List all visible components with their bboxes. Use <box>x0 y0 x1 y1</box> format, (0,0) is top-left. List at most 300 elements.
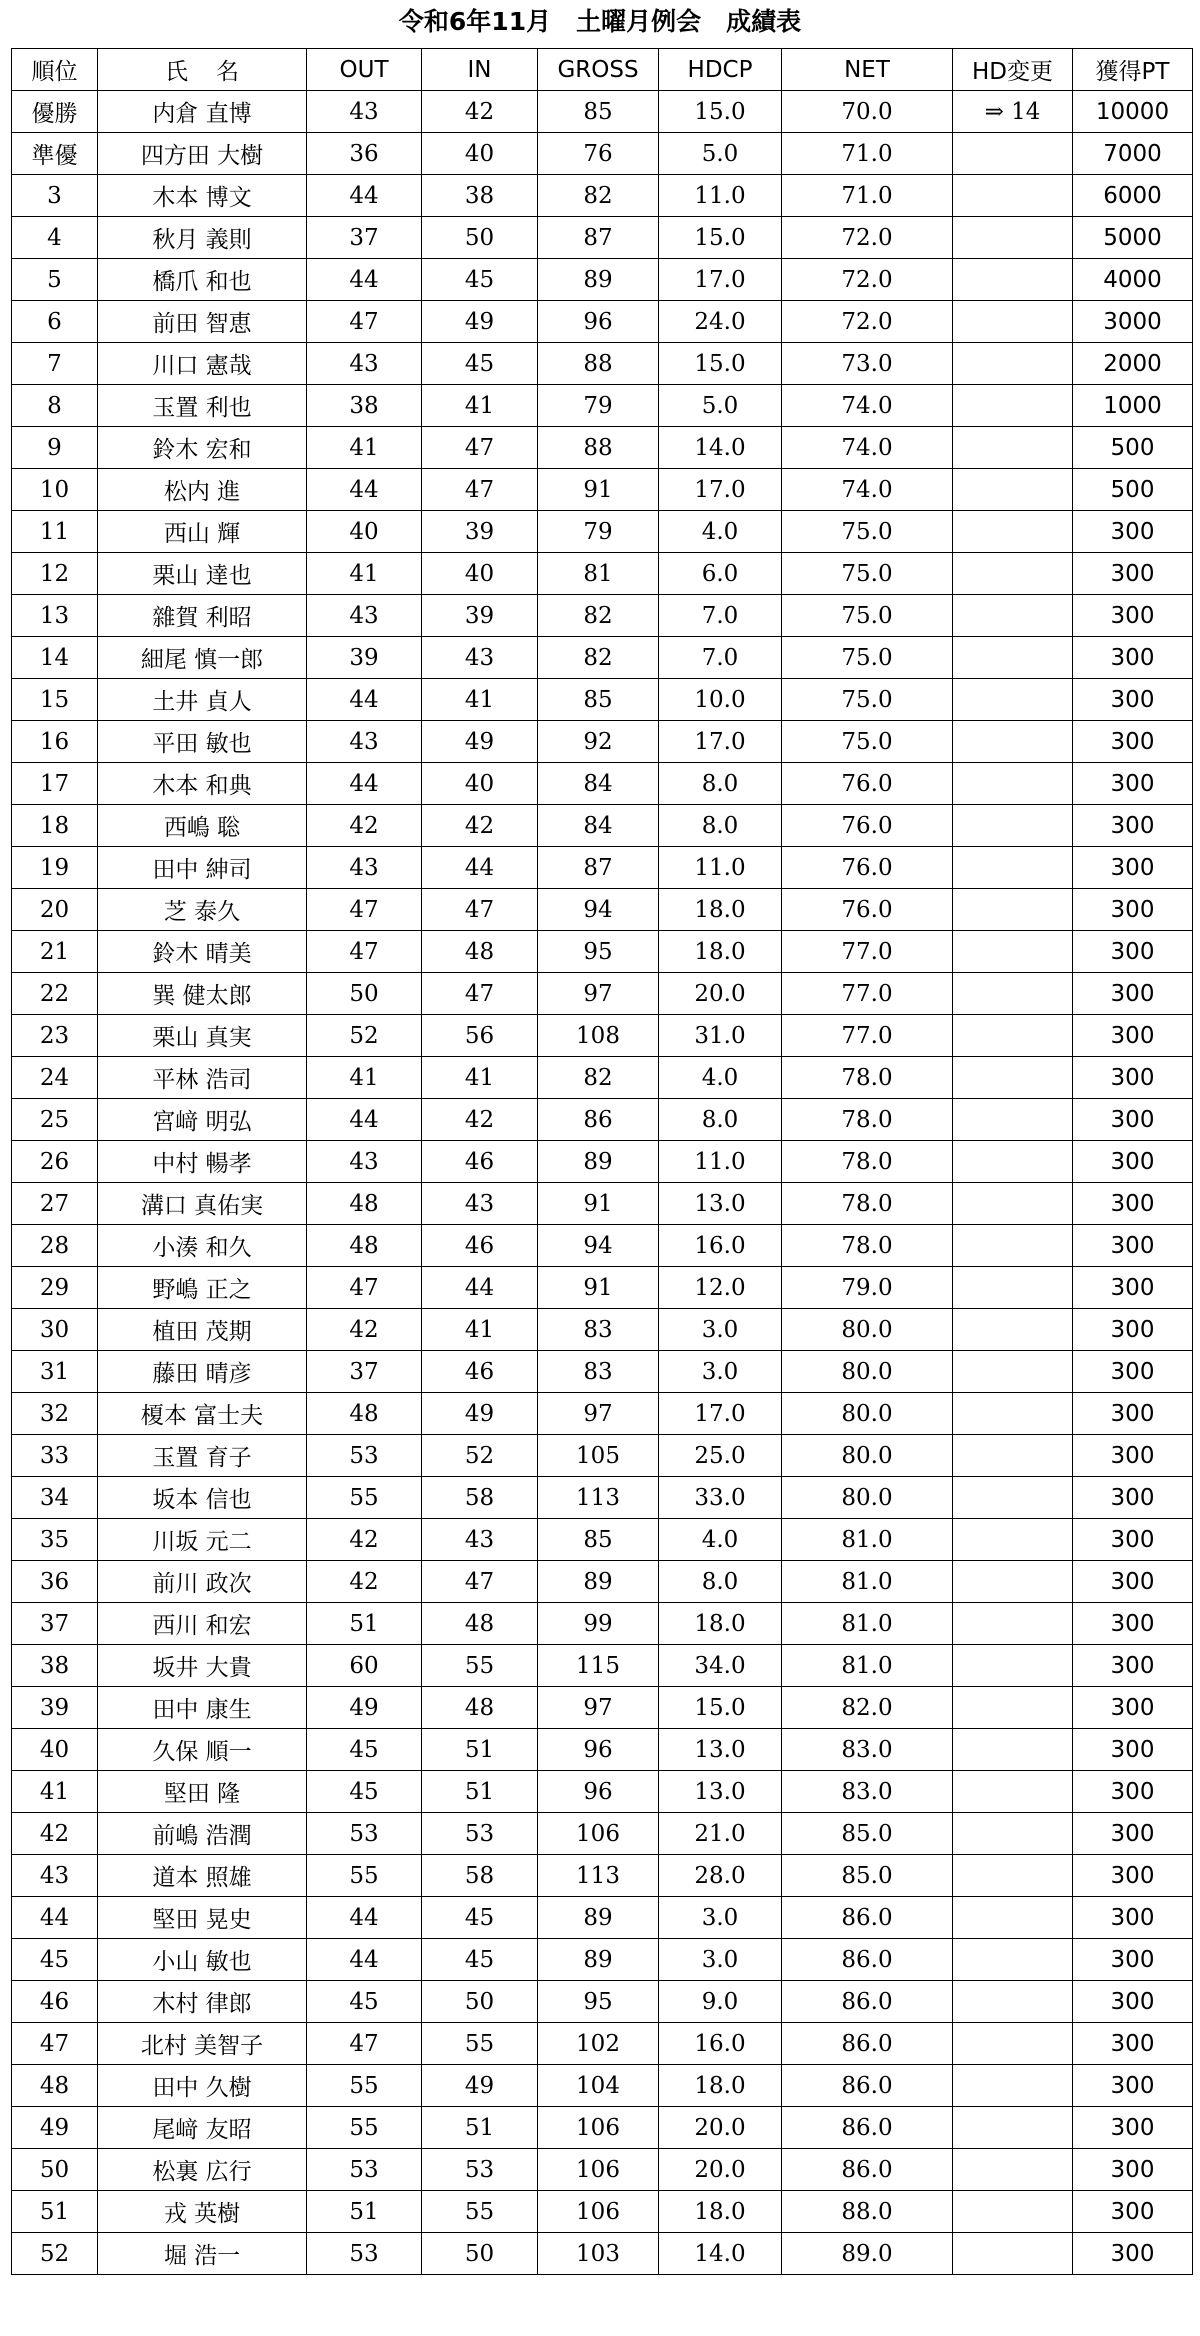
cell-name: 木村 律郎 <box>98 1981 307 2023</box>
cell-name: 前田 智恵 <box>98 301 307 343</box>
cell-name: 野嶋 正之 <box>98 1267 307 1309</box>
cell-gross: 89 <box>538 1141 659 1183</box>
cell-in: 47 <box>422 469 538 511</box>
cell-in: 48 <box>422 1603 538 1645</box>
cell-net: 86.0 <box>782 2107 953 2149</box>
cell-in: 49 <box>422 301 538 343</box>
cell-hdcp: 17.0 <box>659 721 782 763</box>
cell-hdcp: 7.0 <box>659 637 782 679</box>
cell-hdcp: 12.0 <box>659 1267 782 1309</box>
cell-gross: 106 <box>538 2191 659 2233</box>
cell-net: 70.0 <box>782 91 953 133</box>
table-row <box>12 595 1193 637</box>
cell-rank: 31 <box>12 1351 98 1393</box>
cell-hdcp: 16.0 <box>659 1225 782 1267</box>
table-row <box>12 679 1193 721</box>
cell-name: 西川 和宏 <box>98 1603 307 1645</box>
cell-in: 56 <box>422 1015 538 1057</box>
cell-in: 43 <box>422 1183 538 1225</box>
cell-out: 53 <box>307 2233 422 2275</box>
cell-name: 田中 紳司 <box>98 847 307 889</box>
cell-in: 49 <box>422 721 538 763</box>
cell-rank: 29 <box>12 1267 98 1309</box>
cell-points: 300 <box>1073 1855 1193 1897</box>
cell-name: 植田 茂期 <box>98 1309 307 1351</box>
cell-points: 300 <box>1073 1141 1193 1183</box>
cell-points: 5000 <box>1073 217 1193 259</box>
cell-net: 80.0 <box>782 1351 953 1393</box>
cell-hdcp: 9.0 <box>659 1981 782 2023</box>
cell-hd-change <box>953 2191 1073 2233</box>
table-row <box>12 1813 1193 1855</box>
cell-gross: 84 <box>538 763 659 805</box>
cell-name: 細尾 慎一郎 <box>98 637 307 679</box>
cell-hdcp: 17.0 <box>659 1393 782 1435</box>
cell-points: 300 <box>1073 973 1193 1015</box>
cell-net: 83.0 <box>782 1771 953 1813</box>
cell-name: 平林 浩司 <box>98 1057 307 1099</box>
cell-rank: 37 <box>12 1603 98 1645</box>
cell-rank: 43 <box>12 1855 98 1897</box>
cell-points: 3000 <box>1073 301 1193 343</box>
cell-rank: 26 <box>12 1141 98 1183</box>
cell-points: 300 <box>1073 1939 1193 1981</box>
cell-hd-change <box>953 1141 1073 1183</box>
cell-net: 80.0 <box>782 1309 953 1351</box>
cell-hd-change <box>953 259 1073 301</box>
cell-rank: 準優 <box>12 133 98 175</box>
cell-name: 玉置 育子 <box>98 1435 307 1477</box>
cell-hd-change <box>953 1435 1073 1477</box>
cell-name: 道本 照雄 <box>98 1855 307 1897</box>
cell-in: 46 <box>422 1141 538 1183</box>
cell-rank: 18 <box>12 805 98 847</box>
cell-hd-change <box>953 1477 1073 1519</box>
cell-in: 51 <box>422 1729 538 1771</box>
cell-hdcp: 5.0 <box>659 385 782 427</box>
cell-hd-change <box>953 1645 1073 1687</box>
cell-points: 300 <box>1073 1645 1193 1687</box>
cell-out: 45 <box>307 1729 422 1771</box>
cell-hdcp: 15.0 <box>659 91 782 133</box>
cell-net: 75.0 <box>782 553 953 595</box>
cell-points: 300 <box>1073 679 1193 721</box>
cell-points: 1000 <box>1073 385 1193 427</box>
cell-name: 堀 浩一 <box>98 2233 307 2275</box>
cell-gross: 97 <box>538 1687 659 1729</box>
cell-gross: 96 <box>538 1771 659 1813</box>
cell-gross: 81 <box>538 553 659 595</box>
cell-gross: 96 <box>538 1729 659 1771</box>
table-row <box>12 1897 1193 1939</box>
cell-name: 川坂 元二 <box>98 1519 307 1561</box>
cell-hdcp: 13.0 <box>659 1183 782 1225</box>
cell-out: 48 <box>307 1183 422 1225</box>
cell-hd-change <box>953 2023 1073 2065</box>
cell-net: 78.0 <box>782 1057 953 1099</box>
cell-rank: 50 <box>12 2149 98 2191</box>
cell-points: 300 <box>1073 553 1193 595</box>
cell-in: 55 <box>422 2191 538 2233</box>
cell-hdcp: 13.0 <box>659 1771 782 1813</box>
cell-name: 芝 泰久 <box>98 889 307 931</box>
cell-gross: 83 <box>538 1309 659 1351</box>
cell-net: 77.0 <box>782 1015 953 1057</box>
cell-net: 74.0 <box>782 469 953 511</box>
cell-gross: 95 <box>538 931 659 973</box>
cell-hdcp: 8.0 <box>659 763 782 805</box>
table-row <box>12 175 1193 217</box>
cell-points: 300 <box>1073 1687 1193 1729</box>
cell-in: 53 <box>422 2149 538 2191</box>
cell-name: 内倉 直博 <box>98 91 307 133</box>
cell-hdcp: 20.0 <box>659 2107 782 2149</box>
cell-hdcp: 20.0 <box>659 973 782 1015</box>
cell-hdcp: 3.0 <box>659 1309 782 1351</box>
cell-hd-change <box>953 1729 1073 1771</box>
cell-points: 300 <box>1073 1351 1193 1393</box>
table-row <box>12 1057 1193 1099</box>
cell-hd-change <box>953 1309 1073 1351</box>
cell-out: 50 <box>307 973 422 1015</box>
cell-gross: 102 <box>538 2023 659 2065</box>
cell-in: 51 <box>422 2107 538 2149</box>
cell-out: 47 <box>307 2023 422 2065</box>
cell-in: 46 <box>422 1351 538 1393</box>
cell-hd-change <box>953 595 1073 637</box>
cell-rank: 17 <box>12 763 98 805</box>
cell-hd-change <box>953 721 1073 763</box>
cell-out: 51 <box>307 2191 422 2233</box>
cell-rank: 5 <box>12 259 98 301</box>
table-row <box>12 91 1193 133</box>
cell-rank: 28 <box>12 1225 98 1267</box>
cell-net: 78.0 <box>782 1225 953 1267</box>
cell-name: 小山 敏也 <box>98 1939 307 1981</box>
cell-hd-change <box>953 217 1073 259</box>
cell-points: 6000 <box>1073 175 1193 217</box>
cell-gross: 83 <box>538 1351 659 1393</box>
table-row <box>12 1309 1193 1351</box>
cell-gross: 113 <box>538 1477 659 1519</box>
cell-points: 4000 <box>1073 259 1193 301</box>
cell-gross: 96 <box>538 301 659 343</box>
cell-rank: 42 <box>12 1813 98 1855</box>
cell-name: 橋爪 和也 <box>98 259 307 301</box>
cell-hdcp: 21.0 <box>659 1813 782 1855</box>
cell-hdcp: 11.0 <box>659 847 782 889</box>
cell-hdcp: 15.0 <box>659 1687 782 1729</box>
cell-in: 45 <box>422 1939 538 1981</box>
cell-hd-change <box>953 427 1073 469</box>
cell-name: 田中 康生 <box>98 1687 307 1729</box>
cell-net: 72.0 <box>782 217 953 259</box>
cell-out: 51 <box>307 1603 422 1645</box>
cell-hd-change <box>953 2233 1073 2275</box>
cell-points: 300 <box>1073 763 1193 805</box>
table-row <box>12 1603 1193 1645</box>
table-row <box>12 847 1193 889</box>
cell-rank: 27 <box>12 1183 98 1225</box>
cell-hdcp: 10.0 <box>659 679 782 721</box>
cell-net: 77.0 <box>782 931 953 973</box>
cell-out: 55 <box>307 2107 422 2149</box>
header-points: 獲得PT <box>1073 49 1193 91</box>
cell-gross: 87 <box>538 217 659 259</box>
cell-out: 43 <box>307 91 422 133</box>
table-row <box>12 133 1193 175</box>
cell-points: 300 <box>1073 2023 1193 2065</box>
cell-out: 44 <box>307 259 422 301</box>
table-row <box>12 637 1193 679</box>
cell-gross: 82 <box>538 175 659 217</box>
cell-in: 40 <box>422 763 538 805</box>
table-row <box>12 2107 1193 2149</box>
header-in: IN <box>422 49 538 91</box>
cell-out: 55 <box>307 1477 422 1519</box>
cell-hd-change <box>953 2065 1073 2107</box>
cell-hd-change <box>953 1855 1073 1897</box>
cell-name: 木本 博文 <box>98 175 307 217</box>
cell-name: 堅田 隆 <box>98 1771 307 1813</box>
cell-net: 80.0 <box>782 1477 953 1519</box>
cell-rank: 6 <box>12 301 98 343</box>
cell-name: 平田 敏也 <box>98 721 307 763</box>
cell-hd-change <box>953 1939 1073 1981</box>
cell-points: 300 <box>1073 2065 1193 2107</box>
header-out: OUT <box>307 49 422 91</box>
cell-hd-change <box>953 847 1073 889</box>
cell-gross: 82 <box>538 595 659 637</box>
table-row <box>12 511 1193 553</box>
cell-net: 89.0 <box>782 2233 953 2275</box>
cell-hd-change <box>953 2149 1073 2191</box>
table-row <box>12 301 1193 343</box>
cell-points: 300 <box>1073 1813 1193 1855</box>
cell-points: 300 <box>1073 1519 1193 1561</box>
cell-in: 43 <box>422 637 538 679</box>
cell-hd-change <box>953 511 1073 553</box>
cell-out: 44 <box>307 1897 422 1939</box>
cell-rank: 47 <box>12 2023 98 2065</box>
cell-gross: 76 <box>538 133 659 175</box>
cell-net: 86.0 <box>782 2065 953 2107</box>
cell-points: 300 <box>1073 1057 1193 1099</box>
cell-name: 西嶋 聡 <box>98 805 307 847</box>
table-row <box>12 889 1193 931</box>
cell-net: 83.0 <box>782 1729 953 1771</box>
cell-out: 42 <box>307 1561 422 1603</box>
cell-rank: 51 <box>12 2191 98 2233</box>
cell-name: 土井 貞人 <box>98 679 307 721</box>
cell-hd-change <box>953 1099 1073 1141</box>
cell-hdcp: 4.0 <box>659 511 782 553</box>
cell-in: 48 <box>422 1687 538 1729</box>
cell-hdcp: 3.0 <box>659 1897 782 1939</box>
cell-gross: 87 <box>538 847 659 889</box>
cell-points: 2000 <box>1073 343 1193 385</box>
cell-rank: 19 <box>12 847 98 889</box>
cell-hd-change <box>953 133 1073 175</box>
cell-out: 37 <box>307 217 422 259</box>
cell-gross: 84 <box>538 805 659 847</box>
cell-net: 86.0 <box>782 1897 953 1939</box>
table-row <box>12 1645 1193 1687</box>
cell-rank: 20 <box>12 889 98 931</box>
cell-gross: 79 <box>538 511 659 553</box>
cell-in: 46 <box>422 1225 538 1267</box>
cell-hd-change <box>953 1225 1073 1267</box>
cell-net: 78.0 <box>782 1099 953 1141</box>
cell-net: 82.0 <box>782 1687 953 1729</box>
cell-out: 55 <box>307 1855 422 1897</box>
cell-points: 300 <box>1073 889 1193 931</box>
cell-hdcp: 34.0 <box>659 1645 782 1687</box>
header-hd-change: HD変更 <box>953 49 1073 91</box>
cell-in: 45 <box>422 1897 538 1939</box>
results-table <box>11 48 1193 2275</box>
table-row <box>12 1267 1193 1309</box>
cell-rank: 48 <box>12 2065 98 2107</box>
cell-name: 小湊 和久 <box>98 1225 307 1267</box>
cell-name: 西山 輝 <box>98 511 307 553</box>
cell-name: 川口 憲哉 <box>98 343 307 385</box>
cell-gross: 97 <box>538 1393 659 1435</box>
cell-in: 39 <box>422 511 538 553</box>
table-row <box>12 1015 1193 1057</box>
table-row <box>12 1855 1193 1897</box>
cell-hdcp: 6.0 <box>659 553 782 595</box>
header-net: NET <box>782 49 953 91</box>
cell-hdcp: 5.0 <box>659 133 782 175</box>
cell-points: 300 <box>1073 1477 1193 1519</box>
cell-name: 前嶋 浩潤 <box>98 1813 307 1855</box>
table-row <box>12 343 1193 385</box>
cell-gross: 85 <box>538 679 659 721</box>
cell-name: 戎 英樹 <box>98 2191 307 2233</box>
header-hdcp: HDCP <box>659 49 782 91</box>
cell-rank: 45 <box>12 1939 98 1981</box>
cell-in: 41 <box>422 385 538 427</box>
cell-rank: 30 <box>12 1309 98 1351</box>
cell-points: 300 <box>1073 805 1193 847</box>
cell-hd-change <box>953 553 1073 595</box>
cell-hd-change <box>953 385 1073 427</box>
cell-out: 49 <box>307 1687 422 1729</box>
cell-out: 41 <box>307 427 422 469</box>
cell-in: 38 <box>422 175 538 217</box>
cell-name: 坂井 大貴 <box>98 1645 307 1687</box>
cell-points: 300 <box>1073 1897 1193 1939</box>
cell-hd-change <box>953 805 1073 847</box>
cell-net: 75.0 <box>782 679 953 721</box>
cell-hdcp: 3.0 <box>659 1351 782 1393</box>
cell-rank: 13 <box>12 595 98 637</box>
cell-points: 300 <box>1073 595 1193 637</box>
cell-out: 47 <box>307 889 422 931</box>
cell-hdcp: 8.0 <box>659 1099 782 1141</box>
cell-hdcp: 31.0 <box>659 1015 782 1057</box>
cell-gross: 92 <box>538 721 659 763</box>
cell-gross: 79 <box>538 385 659 427</box>
cell-in: 41 <box>422 679 538 721</box>
cell-points: 300 <box>1073 2191 1193 2233</box>
cell-net: 71.0 <box>782 133 953 175</box>
cell-hd-change <box>953 973 1073 1015</box>
cell-gross: 99 <box>538 1603 659 1645</box>
cell-out: 44 <box>307 1939 422 1981</box>
cell-gross: 103 <box>538 2233 659 2275</box>
cell-points: 300 <box>1073 1099 1193 1141</box>
cell-gross: 85 <box>538 1519 659 1561</box>
table-row <box>12 1393 1193 1435</box>
cell-hd-change <box>953 1057 1073 1099</box>
cell-hdcp: 13.0 <box>659 1729 782 1771</box>
cell-name: 四方田 大樹 <box>98 133 307 175</box>
cell-gross: 97 <box>538 973 659 1015</box>
cell-in: 41 <box>422 1309 538 1351</box>
cell-net: 78.0 <box>782 1141 953 1183</box>
cell-gross: 88 <box>538 343 659 385</box>
table-row <box>12 2065 1193 2107</box>
table-row <box>12 721 1193 763</box>
cell-out: 36 <box>307 133 422 175</box>
cell-gross: 85 <box>538 91 659 133</box>
cell-in: 42 <box>422 805 538 847</box>
cell-net: 81.0 <box>782 1603 953 1645</box>
cell-gross: 89 <box>538 1939 659 1981</box>
results-body <box>12 91 1193 2275</box>
table-row <box>12 763 1193 805</box>
cell-points: 300 <box>1073 1183 1193 1225</box>
header-row <box>12 49 1193 91</box>
cell-rank: 14 <box>12 637 98 679</box>
cell-name: 久保 順一 <box>98 1729 307 1771</box>
page-title: 令和6年11月 土曜月例会 成績表 <box>398 7 802 36</box>
cell-hdcp: 4.0 <box>659 1519 782 1561</box>
cell-rank: 38 <box>12 1645 98 1687</box>
cell-gross: 91 <box>538 1267 659 1309</box>
cell-net: 88.0 <box>782 2191 953 2233</box>
cell-name: 田中 久樹 <box>98 2065 307 2107</box>
header-name: 氏名 <box>98 49 307 91</box>
cell-hd-change <box>953 1561 1073 1603</box>
cell-gross: 89 <box>538 259 659 301</box>
cell-in: 44 <box>422 1267 538 1309</box>
cell-net: 76.0 <box>782 805 953 847</box>
table-row <box>12 1477 1193 1519</box>
table-row <box>12 385 1193 427</box>
cell-name: 坂本 信也 <box>98 1477 307 1519</box>
cell-out: 43 <box>307 847 422 889</box>
cell-net: 72.0 <box>782 301 953 343</box>
cell-hdcp: 17.0 <box>659 469 782 511</box>
cell-hd-change <box>953 1183 1073 1225</box>
table-row <box>12 1099 1193 1141</box>
cell-net: 85.0 <box>782 1855 953 1897</box>
cell-out: 44 <box>307 469 422 511</box>
cell-net: 81.0 <box>782 1519 953 1561</box>
cell-out: 44 <box>307 763 422 805</box>
cell-out: 60 <box>307 1645 422 1687</box>
cell-gross: 94 <box>538 1225 659 1267</box>
cell-hd-change <box>953 1351 1073 1393</box>
cell-rank: 10 <box>12 469 98 511</box>
cell-rank: 3 <box>12 175 98 217</box>
cell-hd-change <box>953 763 1073 805</box>
table-row <box>12 217 1193 259</box>
cell-name: 松内 進 <box>98 469 307 511</box>
